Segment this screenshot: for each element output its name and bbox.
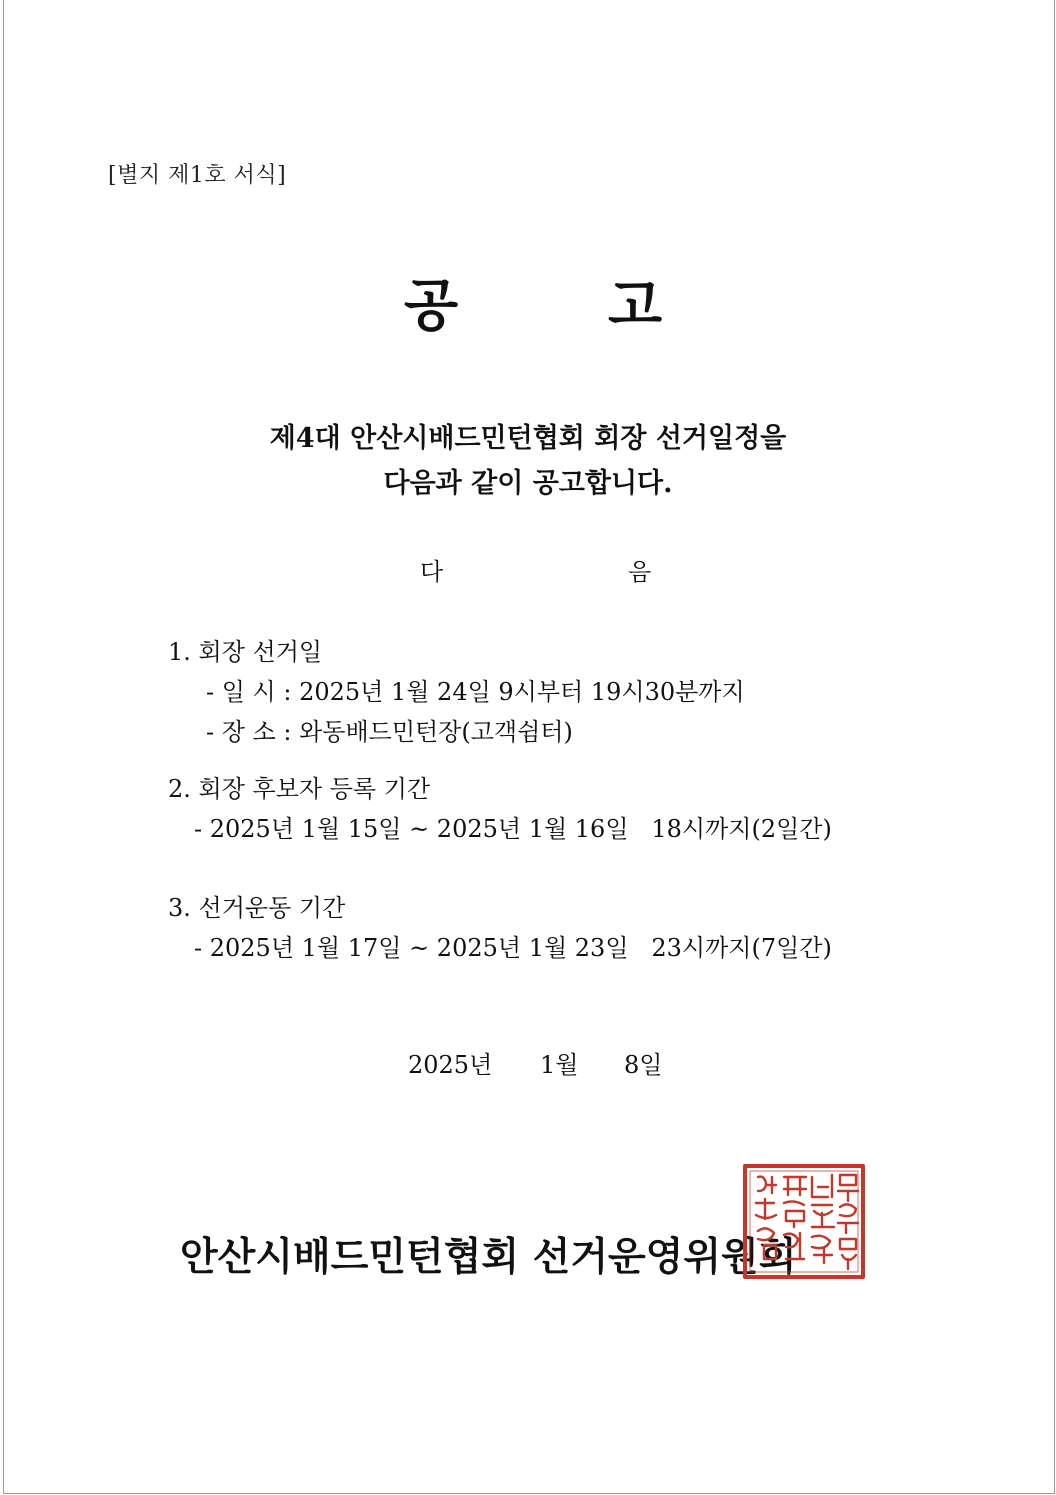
heading-char-2: 음 bbox=[628, 558, 652, 586]
section-1-line-place: - 장 소 : 와동배드민턴장(고객쉼터) bbox=[206, 718, 573, 746]
official-seal bbox=[742, 1163, 866, 1280]
section-3-line-period: - 2025년 1월 17일 ~ 2025년 1월 23일 23시까지(7일간) bbox=[194, 934, 832, 962]
section-1-heading: 1. 회장 선거일 bbox=[168, 638, 323, 666]
title-char-1: 공 bbox=[404, 273, 459, 339]
notice-subtitle-line-2: 다음과 같이 공고합니다. bbox=[383, 468, 673, 499]
title-char-2: 고 bbox=[608, 273, 663, 339]
section-3-heading: 3. 선거운동 기간 bbox=[168, 894, 346, 922]
section-1-line-datetime: - 일 시 : 2025년 1월 24일 9시부터 19시30분까지 bbox=[206, 678, 745, 706]
notice-subtitle-line-1: 제4대 안산시배드민턴협회 회장 선거일정을 bbox=[269, 423, 787, 454]
form-label: [별지 제1호 서식] bbox=[108, 163, 287, 188]
heading-char-1: 다 bbox=[420, 558, 444, 586]
date-month: 1월 bbox=[540, 1051, 579, 1079]
section-2-line-period: - 2025년 1월 15일 ~ 2025년 1월 16일 18시까지(2일간) bbox=[194, 815, 832, 843]
date-year: 2025년 bbox=[408, 1051, 493, 1079]
organization-name: 안산시배드민턴협회 선거운영위원회 bbox=[180, 1235, 797, 1280]
date-day: 8일 bbox=[624, 1051, 663, 1079]
section-2-heading: 2. 회장 후보자 등록 기간 bbox=[168, 775, 431, 803]
